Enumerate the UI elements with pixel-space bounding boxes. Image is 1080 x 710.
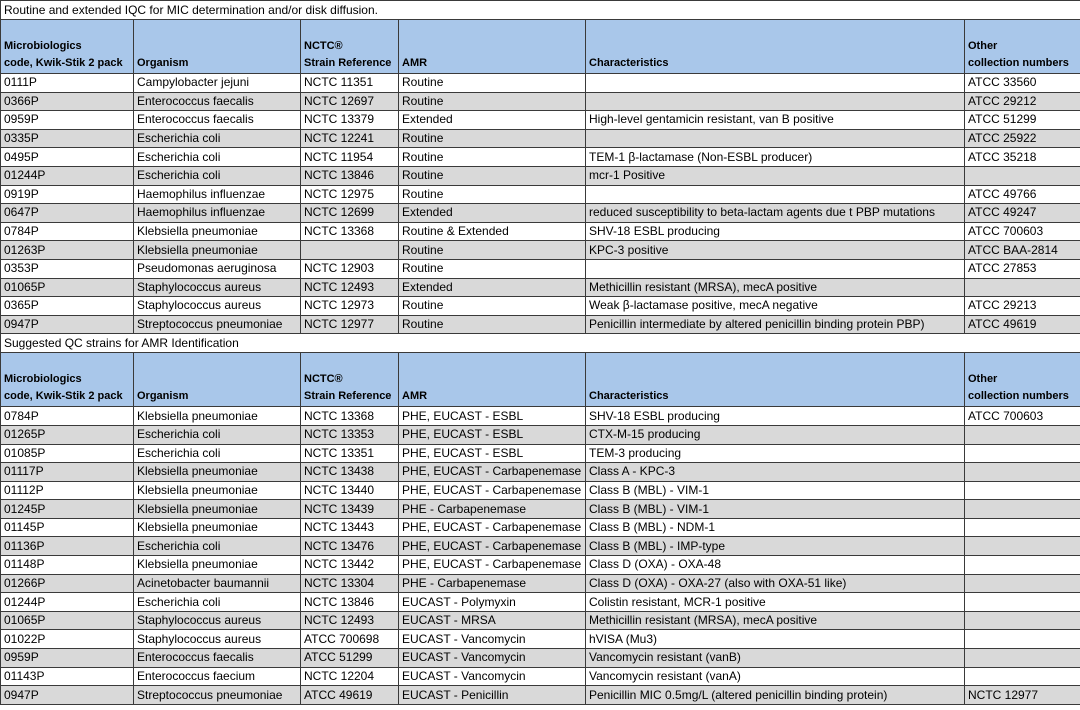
table-row [1,500,1080,519]
characteristics-cell: TEM-3 producing [586,444,965,463]
characteristics-cell: Vancomycin resistant (vanB) [586,649,965,668]
amr-cell: PHE, EUCAST - Carbapenemase [399,463,586,482]
table-row [1,444,1080,463]
header-line-1: Microbiologics [4,373,82,386]
header-line-1: Other [968,40,998,52]
code-cell: 01148P [1,556,134,575]
code-cell: 0784P [1,222,134,241]
code-cell: 01065P [1,611,134,630]
code-cell: 01085P [1,444,134,463]
table-row [1,259,1080,278]
characteristics-cell: Weak β-lactamase positive, mecA negative [586,297,965,316]
table-row [1,630,1080,649]
characteristics-cell: Class B (MBL) - VIM-1 [586,500,965,519]
section-caption-row [1,334,1080,353]
characteristics-cell: CTX-M-15 producing [586,425,965,444]
organism-cell: Campylobacter jejuni [134,74,301,93]
code-cell: 0784P [1,407,134,426]
code-cell: 01065P [1,278,134,297]
code-header [1,20,134,74]
collection-numbers-cell [965,611,1080,630]
characteristics-cell: SHV-18 ESBL producing [586,407,965,426]
table-row [1,463,1080,482]
code-cell: 0335P [1,129,134,148]
collection-numbers-cell: ATCC 700603 [965,222,1080,241]
organism-cell: Haemophilus influenzae [134,204,301,223]
characteristics-cell: hVISA (Mu3) [586,630,965,649]
code-cell: 0947P [1,315,134,334]
collection-numbers-cell [965,574,1080,593]
header-line-2: code, Kwik-Stik 2 pack [4,57,123,69]
organism-cell: Klebsiella pneumoniae [134,518,301,537]
characteristics-cell [586,74,965,93]
organism-cell: Klebsiella pneumoniae [134,222,301,241]
strain-reference-cell: NCTC 12973 [301,297,399,316]
strain-reference-cell [301,241,399,260]
strain-reference-cell: NCTC 13351 [301,444,399,463]
characteristics-cell: TEM-1 β-lactamase (Non-ESBL producer) [586,148,965,167]
collection-numbers-cell [965,667,1080,686]
code-header [1,353,134,407]
table-row [1,556,1080,575]
code-cell: 01265P [1,425,134,444]
table-row [1,148,1080,167]
amr-cell: PHE, EUCAST - ESBL [399,407,586,426]
code-cell: 01244P [1,593,134,612]
organism-cell: Escherichia coli [134,129,301,148]
collection-numbers-cell [965,463,1080,482]
organism-cell: Pseudomonas aeruginosa [134,259,301,278]
strain-reference-cell: NCTC 12241 [301,129,399,148]
amr-cell: Routine [399,241,586,260]
characteristics-cell [586,92,965,111]
amr-cell: PHE - Carbapenemase [399,500,586,519]
amr-header [399,353,586,407]
characteristics-cell: Class D (OXA) - OXA-27 (also with OXA-51 like) [586,574,965,593]
header-line-1: NCTC® [304,40,343,52]
organism-cell: Haemophilus influenzae [134,185,301,204]
header-line-1: Microbiologics [4,40,82,52]
characteristics-cell: Colistin resistant, MCR-1 positive [586,593,965,612]
organism-cell: Streptococcus pneumoniae [134,315,301,334]
characteristics-cell: High-level gentamicin resistant, van B positive [586,111,965,130]
amr-cell: Routine [399,185,586,204]
characteristics-cell [586,185,965,204]
collection-numbers-cell: ATCC 51299 [965,111,1080,130]
header-line-2: collection numbers [968,57,1069,69]
code-cell: 01266P [1,574,134,593]
characteristics-cell: SHV-18 ESBL producing [586,222,965,241]
amr-cell: Routine [399,315,586,334]
collection-numbers-cell: ATCC 49619 [965,315,1080,334]
header-line-2: Organism [137,390,189,403]
collection-numbers-cell: NCTC 12977 [965,686,1080,705]
amr-cell: Routine [399,259,586,278]
collection-numbers-header [965,353,1080,407]
header-line-2: Organism [137,57,189,69]
collection-numbers-cell: ATCC 25922 [965,129,1080,148]
organism-cell: Klebsiella pneumoniae [134,241,301,260]
collection-numbers-cell: ATCC 700603 [965,407,1080,426]
organism-cell: Escherichia coli [134,166,301,185]
table-row [1,425,1080,444]
amr-cell: Routine [399,148,586,167]
table-row [1,315,1080,334]
strain-reference-cell: NCTC 11351 [301,74,399,93]
strain-reference-cell: NCTC 12493 [301,611,399,630]
amr-cell: PHE, EUCAST - Carbapenemase [399,518,586,537]
code-cell: 0919P [1,185,134,204]
code-cell: 01145P [1,518,134,537]
organism-cell: Enterococcus faecalis [134,649,301,668]
header-row [1,20,1080,74]
section-caption: Routine and extended IQC for MIC determination and/or disk diffusion. [1,1,1080,20]
table-row [1,537,1080,556]
strain-reference-cell: NCTC 13438 [301,463,399,482]
organism-cell: Streptococcus pneumoniae [134,686,301,705]
amr-cell: PHE, EUCAST - Carbapenemase [399,537,586,556]
organism-cell: Escherichia coli [134,537,301,556]
table-row [1,129,1080,148]
header-row [1,353,1080,407]
code-cell: 01245P [1,500,134,519]
organism-header [134,353,301,407]
strain-reference-header [301,353,399,407]
strain-reference-cell: NCTC 13442 [301,556,399,575]
collection-numbers-cell: ATCC 49766 [965,185,1080,204]
amr-header [399,20,586,74]
collection-numbers-cell [965,518,1080,537]
amr-cell: Routine [399,166,586,185]
strain-reference-cell: NCTC 13304 [301,574,399,593]
amr-cell: Extended [399,278,586,297]
header-line-2: code, Kwik-Stik 2 pack [4,390,123,403]
characteristics-cell: Class A - KPC-3 [586,463,965,482]
code-cell: 0353P [1,259,134,278]
collection-numbers-cell [965,166,1080,185]
code-cell: 01022P [1,630,134,649]
amr-cell: PHE, EUCAST - ESBL [399,425,586,444]
code-cell: 0495P [1,148,134,167]
characteristics-header [586,20,965,74]
organism-cell: Escherichia coli [134,425,301,444]
code-cell: 0647P [1,204,134,223]
section-caption-row [1,1,1080,20]
amr-cell: EUCAST - Polymyxin [399,593,586,612]
characteristics-cell [586,129,965,148]
code-cell: 01244P [1,166,134,185]
characteristics-cell: Class B (MBL) - VIM-1 [586,481,965,500]
characteristics-cell: reduced susceptibility to beta-lactam agents due t PBP mutations [586,204,965,223]
characteristics-cell: mcr-1 Positive [586,166,965,185]
organism-cell: Enterococcus faecium [134,667,301,686]
organism-cell: Klebsiella pneumoniae [134,556,301,575]
code-cell: 0366P [1,92,134,111]
collection-numbers-cell: ATCC 29213 [965,297,1080,316]
header-line-2: AMR [402,390,428,403]
characteristics-cell: KPC-3 positive [586,241,965,260]
organism-cell: Escherichia coli [134,444,301,463]
strain-reference-cell: NCTC 12493 [301,278,399,297]
strain-reference-cell: NCTC 12699 [301,204,399,223]
header-line-2: Strain Reference [304,57,392,69]
strain-reference-cell: NCTC 13353 [301,425,399,444]
table-row [1,593,1080,612]
table-row [1,241,1080,260]
amr-cell: Routine [399,297,586,316]
strain-reference-cell: ATCC 49619 [301,686,399,705]
characteristics-cell: Class B (MBL) - IMP-type [586,537,965,556]
organism-cell: Klebsiella pneumoniae [134,463,301,482]
collection-numbers-cell [965,556,1080,575]
amr-cell: EUCAST - Vancomycin [399,630,586,649]
strain-reference-cell: NCTC 12977 [301,315,399,334]
organism-cell: Staphylococcus aureus [134,611,301,630]
collection-numbers-cell [965,444,1080,463]
strain-reference-cell: NCTC 11954 [301,148,399,167]
collection-numbers-cell [965,593,1080,612]
strain-reference-cell: NCTC 13439 [301,500,399,519]
amr-cell: PHE, EUCAST - Carbapenemase [399,481,586,500]
characteristics-cell: Vancomycin resistant (vanA) [586,667,965,686]
strain-reference-cell: NCTC 13476 [301,537,399,556]
organism-cell: Klebsiella pneumoniae [134,481,301,500]
table-row [1,204,1080,223]
amr-cell: PHE, EUCAST - ESBL [399,444,586,463]
collection-numbers-cell [965,278,1080,297]
table-row [1,74,1080,93]
table-row [1,667,1080,686]
table-row [1,185,1080,204]
collection-numbers-cell [965,500,1080,519]
organism-cell: Staphylococcus aureus [134,278,301,297]
table-row [1,297,1080,316]
code-cell: 01263P [1,241,134,260]
amr-cell: Routine [399,74,586,93]
table-row [1,611,1080,630]
strain-reference-cell: ATCC 51299 [301,649,399,668]
collection-numbers-cell [965,537,1080,556]
organism-cell: Staphylococcus aureus [134,297,301,316]
table-row [1,166,1080,185]
collection-numbers-cell [965,630,1080,649]
code-cell: 0959P [1,649,134,668]
header-line-1: Other [968,373,998,386]
table-row [1,649,1080,668]
header-line-2: Characteristics [589,390,669,403]
amr-cell: Extended [399,204,586,223]
collection-numbers-cell [965,649,1080,668]
table-row [1,481,1080,500]
table-row [1,278,1080,297]
code-cell: 0111P [1,74,134,93]
header-line-2: AMR [402,57,428,69]
amr-cell: EUCAST - Vancomycin [399,667,586,686]
organism-cell: Acinetobacter baumannii [134,574,301,593]
collection-numbers-cell [965,425,1080,444]
amr-cell: Routine & Extended [399,222,586,241]
header-line-2: Strain Reference [304,390,392,403]
amr-cell: Extended [399,111,586,130]
strain-reference-cell: NCTC 13846 [301,593,399,612]
strain-reference-cell: NCTC 12975 [301,185,399,204]
table-row [1,518,1080,537]
characteristics-cell: Methicillin resistant (MRSA), mecA positive [586,611,965,630]
collection-numbers-cell: ATCC 49247 [965,204,1080,223]
amr-cell: Routine [399,92,586,111]
table-row [1,686,1080,705]
strain-reference-header [301,20,399,74]
strain-reference-cell: NCTC 13368 [301,222,399,241]
strain-reference-cell: NCTC 12903 [301,259,399,278]
amr-cell: EUCAST - MRSA [399,611,586,630]
organism-cell: Staphylococcus aureus [134,630,301,649]
characteristics-cell: Class B (MBL) - NDM-1 [586,518,965,537]
code-cell: 01112P [1,481,134,500]
organism-header [134,20,301,74]
characteristics-cell: Penicillin MIC 0.5mg/L (altered penicillin binding protein) [586,686,965,705]
characteristics-cell: Class D (OXA) - OXA-48 [586,556,965,575]
amr-cell: EUCAST - Penicillin [399,686,586,705]
table-row [1,111,1080,130]
amr-cell: PHE, EUCAST - Carbapenemase [399,556,586,575]
code-cell: 0947P [1,686,134,705]
table-row [1,222,1080,241]
code-cell: 01136P [1,537,134,556]
table-row [1,574,1080,593]
strain-reference-cell: NCTC 12204 [301,667,399,686]
strain-reference-cell: NCTC 12697 [301,92,399,111]
strain-reference-cell: NCTC 13379 [301,111,399,130]
collection-numbers-cell: ATCC 29212 [965,92,1080,111]
characteristics-cell: Penicillin intermediate by altered penicillin binding protein PBP) [586,315,965,334]
strain-reference-cell: NCTC 13440 [301,481,399,500]
table-row [1,407,1080,426]
organism-cell: Enterococcus faecalis [134,111,301,130]
section-caption: Suggested QC strains for AMR Identification [1,334,1080,353]
code-cell: 0365P [1,297,134,316]
collection-numbers-cell: ATCC 33560 [965,74,1080,93]
code-cell: 0959P [1,111,134,130]
collection-numbers-header [965,20,1080,74]
amr-cell: PHE - Carbapenemase [399,574,586,593]
collection-numbers-cell [965,481,1080,500]
table-row [1,92,1080,111]
code-cell: 01143P [1,667,134,686]
characteristics-cell: Methicillin resistant (MRSA), mecA positive [586,278,965,297]
header-line-2: collection numbers [968,390,1069,403]
header-line-2: Characteristics [589,57,669,69]
characteristics-header [586,353,965,407]
strain-reference-cell: NCTC 13368 [301,407,399,426]
code-cell: 01117P [1,463,134,482]
header-line-1: NCTC® [304,373,343,386]
organism-cell: Escherichia coli [134,593,301,612]
organism-cell: Klebsiella pneumoniae [134,407,301,426]
amr-cell: Routine [399,129,586,148]
organism-cell: Escherichia coli [134,148,301,167]
characteristics-cell [586,259,965,278]
strain-reference-cell: NCTC 13443 [301,518,399,537]
collection-numbers-cell: ATCC 35218 [965,148,1080,167]
collection-numbers-cell: ATCC BAA-2814 [965,241,1080,260]
organism-cell: Enterococcus faecalis [134,92,301,111]
organism-cell: Klebsiella pneumoniae [134,500,301,519]
strain-reference-cell: NCTC 13846 [301,166,399,185]
collection-numbers-cell: ATCC 27853 [965,259,1080,278]
strain-reference-cell: ATCC 700698 [301,630,399,649]
amr-cell: EUCAST - Vancomycin [399,649,586,668]
